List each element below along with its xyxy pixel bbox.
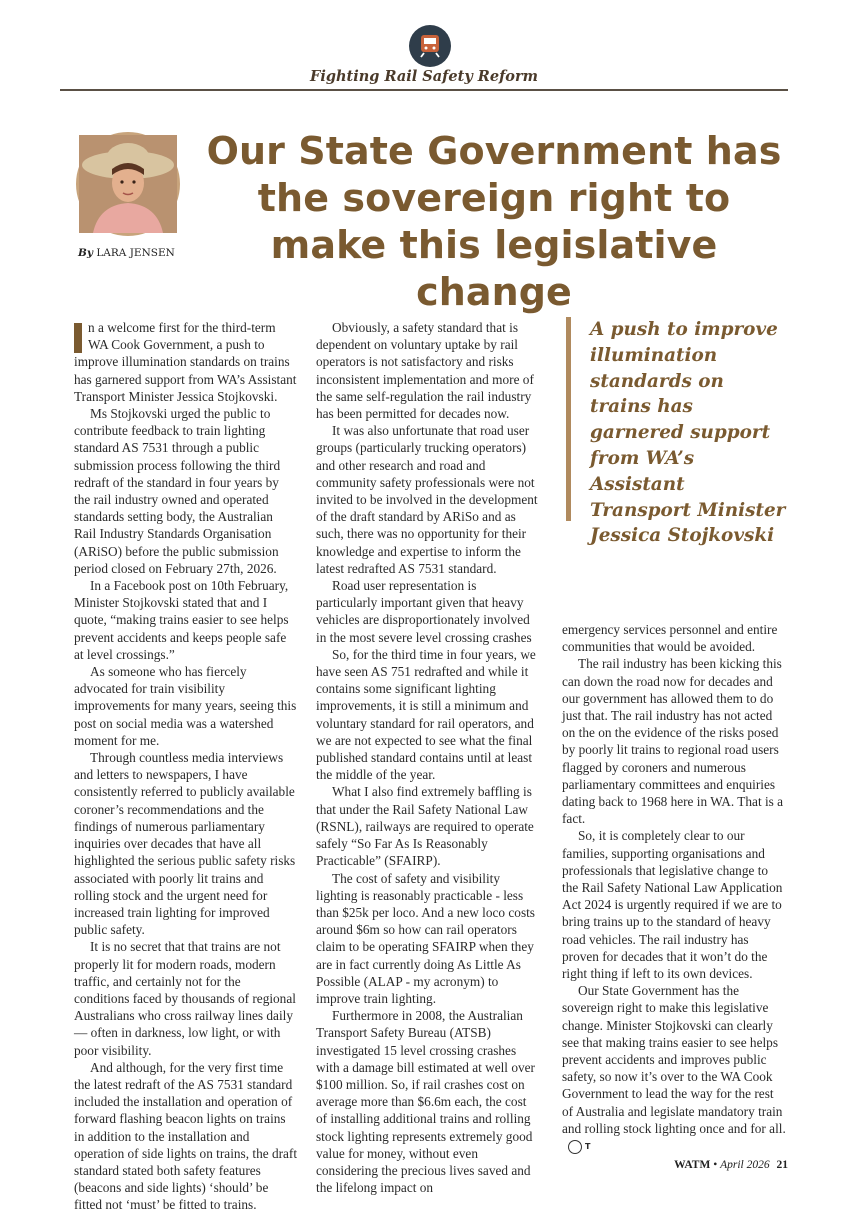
paragraph: So, it is completely clear to our families, supporting organisations and professionals that legislative change to the Rail Safety National Law Application Act 2024 is urgently required if we are to bring trains up to the standard of heavy road vehicles. The rail industry has proven for decades that it won’t do the right thing if left to its own devices. [562,828,783,982]
paragraph: It was also unfortunate that road user groups (particularly trucking operators) and other research and road and community safety professionals were not invited to be involved in the development of the draft standard by ARiSo and as such, there was no opportunity for their knowledge and expertise to inform the latest redrafted AS 7531 standard. [316,423,538,576]
paragraph: Through countless media interviews and letters to newspapers, I have consistently referred to publicly available coroner’s recommendations and the findings of numerous parliamentary inquiries over decades that have all highlighted the serious public safety risks associated with poorly lit trains and rolling stock and the urgent need for increased train lighting for improved public safety. [74,750,296,938]
section-label: Fighting Rail Safety Reform [310,68,538,85]
author-photo [76,132,180,236]
paragraph: What I also find extremely baffling is that under the Rail Safety National Law (RSNL), railways are required to operate safely “So Far As Is Reasonably Practicable” (SFAIRP). [316,784,534,869]
paragraph: Furthermore in 2008, the Australian Transport Safety Bureau (ATSB) investigated 15 level crossing crashes with a damage bill estimated at well over $100 million. So, if rail crashes cost on average more than $6.6m each, the cost of installing additional trains and rolling stock lighting represents extremely good value for money, without even considering the precious lives saved and the lifelong impact on [316,1008,535,1196]
train-icon [409,25,451,67]
paragraph-text: n a welcome first for the third-term WA Cook Government, a push to improve illumination standards on trains has garnered support from WA’s Assistant Transport Minister Jessica Stojkovski. [74,320,297,404]
paragraph: And although, for the very first time the latest redraft of the AS 7531 standard included the installation and operation of forward flashing beacon lights on trains in addition to the installation and operation of side lights on trains, the draft standard stated both safety features (beacons and side lights) ‘should’ be fitted not ‘must’ be fitted to trains. [74,1059,298,1213]
headline: Our State Government has the sovereign right to make this legislative change [206,129,782,314]
header-rule [60,89,788,91]
paragraph: Ms Stojkovski urged the public to contribute feedback to train lighting standard AS 7531 through a public submission process following the third redraft of the standard in four years by the rail industry owned and operated standards setting body, the Australian Rail Industry Standards Organisation (ARiSO) before the public submission period closed on February 27th, 2026. [74,406,281,576]
article-column-2 [316,319,540,1196]
paragraph [74,319,298,405]
byline [78,247,175,259]
paragraph: It is no secret that that trains are not properly lit for modern roads, modern traffic, and certainly not for the conditions faced by thousands of regional Australians who cross railway lines daily — often in darkness, low light, or with poor visibility. [74,939,296,1058]
dropcap: I [74,323,82,353]
paragraph: In a Facebook post on 10th February, Minister Stojkovski stated that and I quote, “making trains easier to see helps prevent accidents and keeps people safe at level crossings.” [74,578,289,662]
paragraph-text: Our State Government has the sovereign right to make this legislative change. Minister Stojkovski can clearly see that making trains easier to see helps prevent accidents and improves public safety, so now it’s over to the WA Cook Government to lead the way for the rest of Australia and legislate mandatory train and rolling stock lighting once and for all. [562,983,786,1136]
paragraph: Road user representation is particularly important given that heavy vehicles are disproportionately involved in the most severe level crossing crashes [316,578,532,645]
paragraph [562,982,786,1154]
paragraph: As someone who has fiercely advocated for train visibility improvements for many years, seeing this post on social media was a watershed moment for me. [74,664,297,748]
issue-date: April 2026 [720,1159,770,1171]
article-column-1 [74,319,298,1214]
paragraph: The cost of safety and visibility lighting is reasonably practicable - less than $25k per loco. And a new loco costs around $6m so how can rail operators claim to be operating SFAIRP when they are in fact currently doing As Little As Possible (ALAP - my acronym) to improve train lighting. [316,870,535,1006]
page-number: 21 [776,1159,788,1171]
magazine-name: WATM [674,1159,711,1171]
end-mark-icon: T [568,1140,582,1154]
paragraph: emergency services personnel and entire communities that would be avoided. [562,622,778,655]
byline-by: By [78,247,93,259]
article-column-3 [562,621,786,1154]
paragraph: The rail industry has been kicking this can down the road now for decades and our government has allowed them to do just that. The rail industry has not acted on the on the evidence of the risks posed by poorly lit trains to regional road users flagged by coroners and numerous parliamentary committees and enquiries dating back to 1968 here in WA. That is a fact. [562,656,784,827]
paragraph: So, for the third time in four years, we have seen AS 751 redrafted and while it contains some significant lighting improvements, it is still a minimum and voluntary standard for rail operators, and we are not expected to see what the final published standard contains until at least the middle of the year. [316,646,536,783]
paragraph: Obviously, a safety standard that is dependent on voluntary uptake by rail operators is not satisfactory and risks inconsistent implementation and more of the same self-regulation the rail industry has been permitted for decades now. [316,320,534,422]
pull-quote: A push to improve illumination standards on trains has garnered support from WA’s Assistant Transport Minister Jessica Stojkovski [566,317,788,521]
page-footer [674,1159,788,1171]
footer-separator: • [713,1159,718,1171]
author-name: LARA JENSEN [96,247,175,259]
